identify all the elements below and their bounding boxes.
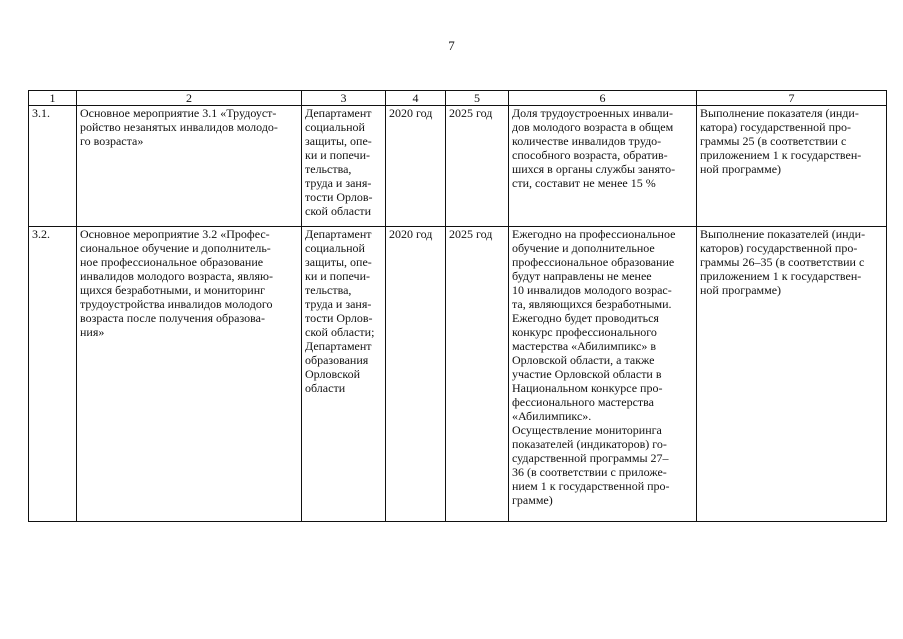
page-number: 7 — [448, 38, 455, 53]
executor: Департамент социальной защиты, опе- ки и попечи- тельства, труда и заня- тости Орлов- ской области — [302, 106, 386, 227]
expected-result: Доля трудоустроенных инвали- дов молодого возраста в общем количестве инвалидов трудо- способного возраста, обратив- шихся в органы службы занято- сти, составит не менее 15 % — [509, 106, 697, 227]
table-header-row — [29, 91, 887, 106]
indicator-link: Выполнение показателей (инди- каторов) государственной про- граммы 26–35 (в соответствии с приложением 1 к государствен- ной программе) — [697, 227, 887, 522]
header-col-7: 7 — [697, 91, 887, 106]
header-col-4: 4 — [386, 91, 446, 106]
header-col-6: 6 — [509, 91, 697, 106]
end-year: 2025 год — [446, 227, 509, 522]
table-row — [29, 227, 887, 522]
event-name: Основное мероприятие 3.1 «Трудоуст- ройство незанятых инвалидов молодо- го возраста» — [77, 106, 302, 227]
row-number: 3.2. — [29, 227, 77, 522]
start-year: 2020 год — [386, 227, 446, 522]
header-col-5: 5 — [446, 91, 509, 106]
table-row — [29, 106, 887, 227]
indicator-link: Выполнение показателя (инди- катора) государственной про- граммы 25 (в соответствии с приложением 1 к государствен- ной программе) — [697, 106, 887, 227]
header-col-3: 3 — [302, 91, 386, 106]
program-activities-table — [28, 90, 887, 522]
header-col-1: 1 — [29, 91, 77, 106]
row-number: 3.1. — [29, 106, 77, 227]
header-col-2: 2 — [77, 91, 302, 106]
end-year: 2025 год — [446, 106, 509, 227]
event-name: Основное мероприятие 3.2 «Профес- сиональное обучение и дополнитель- ное профессиональное образование инвалидов молодого возраста, являю- щихся безработными, и мониторинг трудоустройства инвалидов молодого возраста после получения образова- ния» — [77, 227, 302, 522]
expected-result: Ежегодно на профессиональное обучение и дополнительное профессиональное образование будут направлены не менее 10 инвалидов молодого возрас- та, являющихся безработными. Ежегодно будет проводиться конкурс профессионального мастерства «Абилимпикс» в Орловской области, а также участие Орловской области в Национальном конкурсе про- фессионального мастерства «Абилимпикс». Осуществление мониторинга показателей (индикаторов) го- сударственной программы 27– 36 (в соответствии с приложе- нием 1 к государственной про- грамме) — [509, 227, 697, 522]
start-year: 2020 год — [386, 106, 446, 227]
executor: Департамент социальной защиты, опе- ки и попечи- тельства, труда и заня- тости Орлов- ской области; Департамент образования Орловской области — [302, 227, 386, 522]
